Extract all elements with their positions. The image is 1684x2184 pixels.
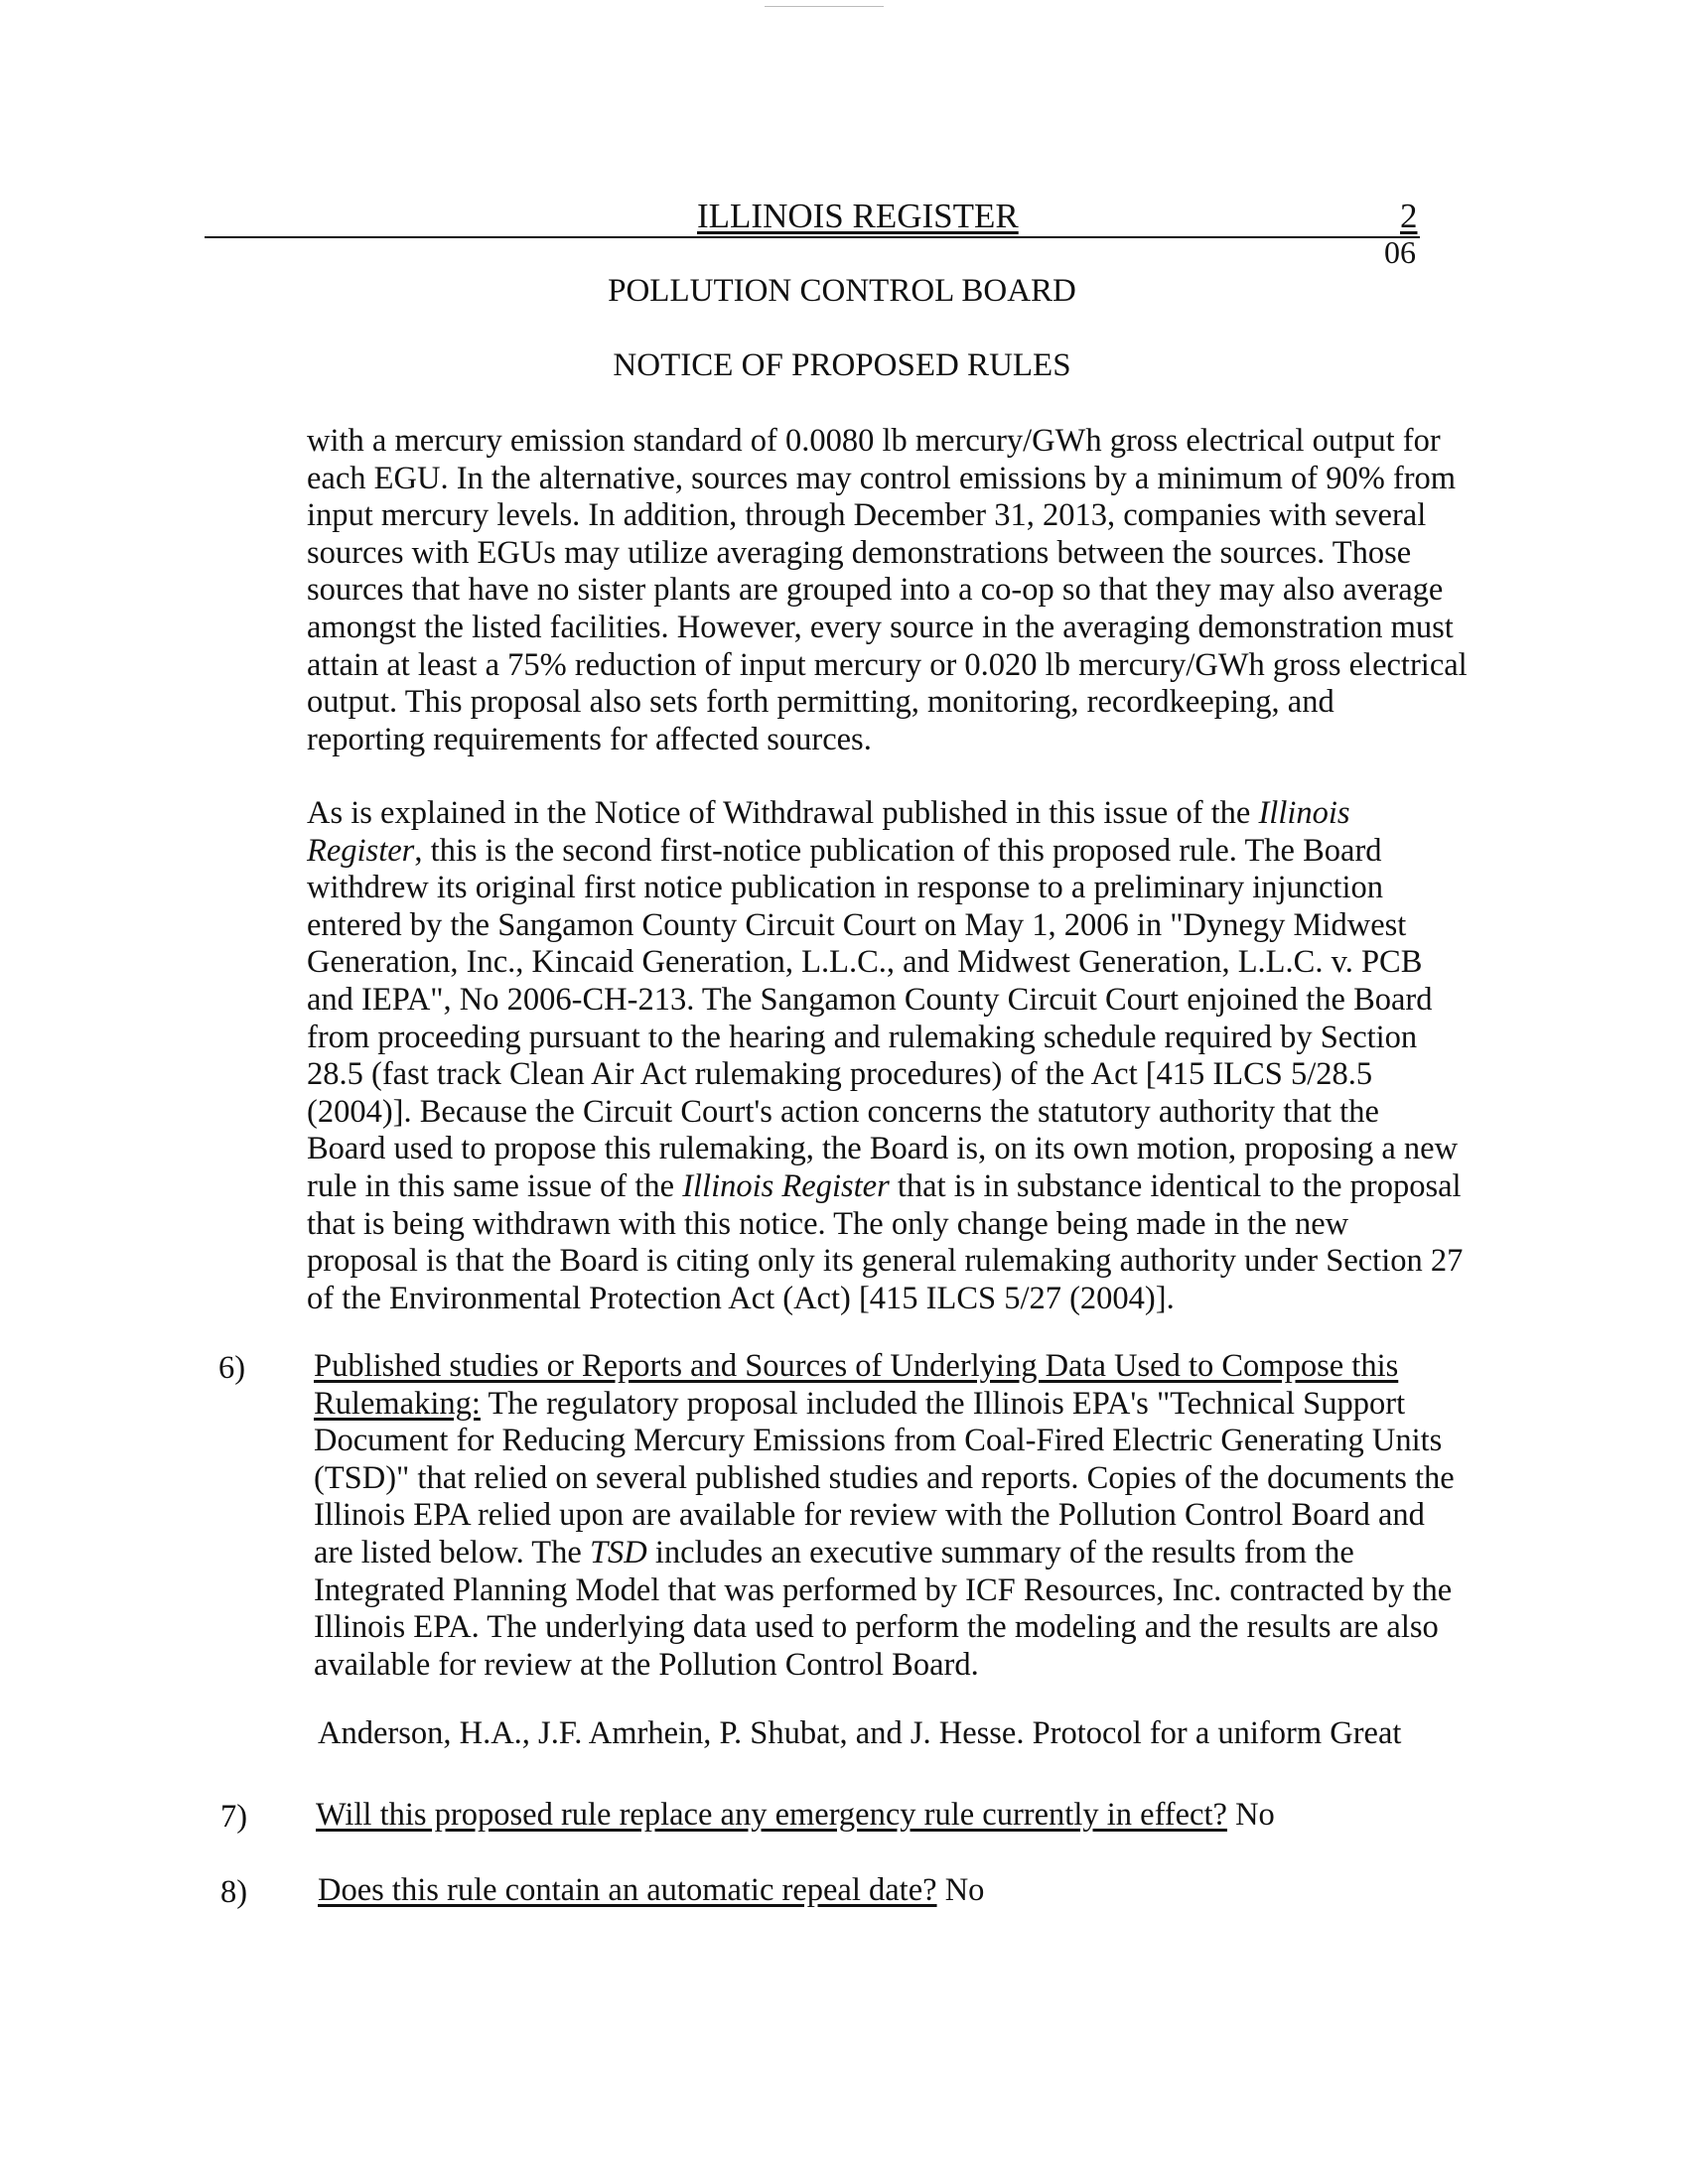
text-line: Generation, Inc., Kincaid Generation, L.L.C., and Midwest Generation, L.L.C. v. PCB	[307, 944, 1423, 981]
text-line: entered by the Sangamon County Circuit Court on May 1, 2006 in "Dynegy Midwest	[307, 906, 1407, 943]
text-line: As is explained in the Notice of Withdrawal published in this issue of the Illinois	[307, 795, 1350, 831]
item-7-number: 7)	[220, 1799, 248, 1835]
text-line: amongst the listed facilities. However, every source in the averaging demonstration must	[307, 609, 1454, 645]
text-line: (2004)]. Because the Circuit Court's action concerns the statutory authority that the	[307, 1093, 1379, 1130]
paragraph-mercury-standard	[307, 423, 1468, 758]
text-line: sources with EGUs may utilize averaging demonstrations between the sources. Those	[307, 534, 1412, 571]
text-line: input mercury levels. In addition, through December 31, 2013, companies with several	[307, 497, 1427, 534]
text-line: with a mercury emission standard of 0.0080 lb mercury/GWh gross electrical output for	[307, 423, 1441, 459]
register-title: ILLINOIS REGISTER	[697, 197, 1019, 235]
page-number: 2	[1400, 197, 1418, 235]
text-line: rule in this same issue of the Illinois Register that is in substance identical to the proposal	[307, 1167, 1462, 1204]
item-6-number: 6)	[218, 1350, 246, 1386]
text-line: reporting requirements for affected sources.	[307, 721, 872, 757]
text-line: from proceeding pursuant to the hearing and rulemaking schedule required by Section	[307, 1019, 1418, 1055]
text-line: proposal is that the Board is citing only its general rulemaking authority under Section 27	[307, 1243, 1464, 1280]
text-line: (TSD)" that relied on several published studies and reports. Copies of the documents the	[314, 1459, 1455, 1496]
text-line: Illinois EPA. The underlying data used to perform the modeling and the results are also	[314, 1609, 1439, 1646]
text-line: available for review at the Pollution Control Board.	[314, 1646, 979, 1683]
agency-title: POLLUTION CONTROL BOARD	[608, 273, 1076, 309]
text-line: Integrated Planning Model that was performed by ICF Resources, Inc. contracted by the	[314, 1571, 1453, 1608]
text-line: sources that have no sister plants are grouped into a co-op so that they may also average	[307, 572, 1444, 609]
text-line: are listed below. The TSD includes an executive summary of the results from the	[314, 1534, 1354, 1570]
text-line: Board used to propose this rulemaking, the Board is, on its own motion, proposing a new	[307, 1131, 1459, 1167]
text-line: Will this proposed rule replace any emergency rule currently in effect? No	[316, 1797, 1275, 1833]
scan-artifact	[765, 6, 884, 7]
item-6-published-studies	[314, 1348, 1455, 1684]
text-line: that is being withdrawn with this notice. The only change being made in the new	[307, 1205, 1349, 1242]
item-8-repeal-date	[318, 1872, 984, 1910]
text-line: Document for Reducing Mercury Emissions from Coal-Fired Electric Generating Units	[314, 1423, 1443, 1459]
notice-type-title: NOTICE OF PROPOSED RULES	[613, 347, 1071, 383]
text-line: and IEPA", No 2006-CH-213. The Sangamon County Circuit Court enjoined the Board	[307, 981, 1433, 1018]
text-line: Illinois EPA relied upon are available for review with the Pollution Control Board and	[314, 1497, 1425, 1534]
reference-line: Anderson, H.A., J.F. Amrhein, P. Shubat, and J. Hesse. Protocol for a uniform Great	[318, 1715, 1402, 1751]
text-line: of the Environmental Protection Act (Act) [415 ILCS 5/27 (2004)].	[307, 1280, 1175, 1316]
item-6-heading: Published studies or Reports and Sources of Underlying Data Used to Compose this	[314, 1348, 1399, 1384]
text-line: attain at least a 75% reduction of input mercury or 0.020 lb mercury/GWh gross electrical	[307, 646, 1468, 683]
text-line: Does this rule contain an automatic repeal date? No	[318, 1872, 985, 1908]
issue-number: 06	[1384, 234, 1416, 270]
header-rule	[205, 236, 1420, 238]
text-line: output. This proposal also sets forth permitting, monitoring, recordkeeping, and	[307, 684, 1334, 721]
item-7-emergency-rule	[316, 1797, 1275, 1835]
item-8-number: 8)	[220, 1874, 248, 1910]
text-line: withdrew its original first notice publication in response to a preliminary injunction	[307, 870, 1384, 906]
text-line: Register, this is the second first-notice publication of this proposed rule. The Board	[307, 832, 1382, 869]
item-6-reference	[318, 1715, 1401, 1753]
text-line: each EGU. In the alternative, sources may control emissions by a minimum of 90% from	[307, 460, 1457, 496]
text-line: Rulemaking: The regulatory proposal included the Illinois EPA's "Technical Support	[314, 1385, 1406, 1422]
text-line: 28.5 (fast track Clean Air Act rulemaking procedures) of the Act [415 ILCS 5/28.5	[307, 1056, 1373, 1093]
paragraph-withdrawal-explanation	[307, 795, 1463, 1317]
